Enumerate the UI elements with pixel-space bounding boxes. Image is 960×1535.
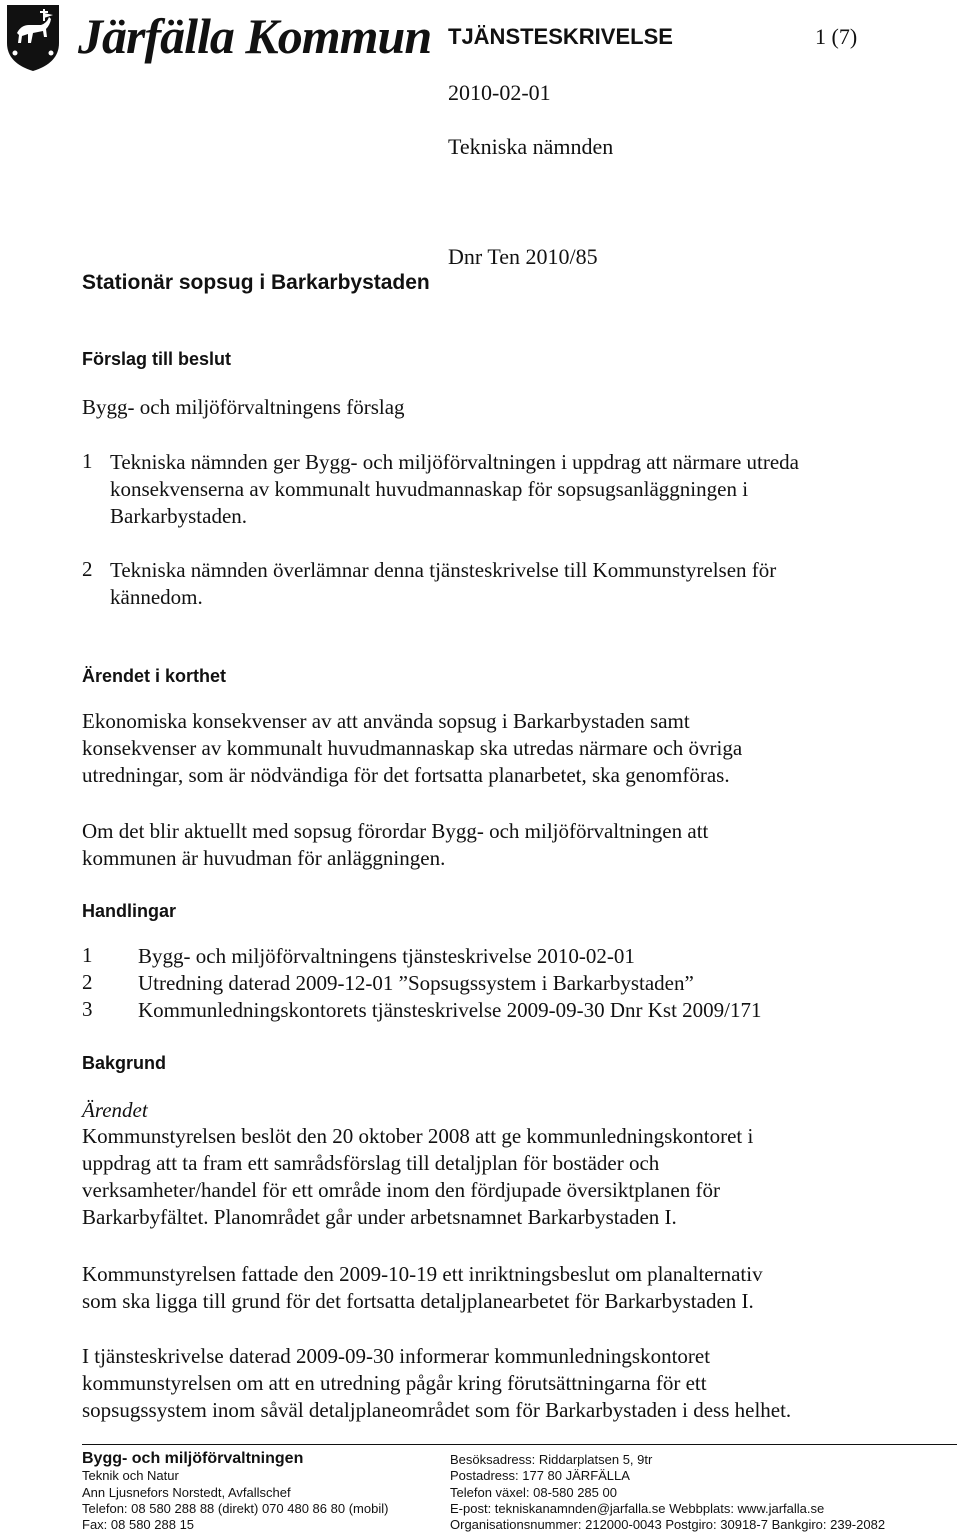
footer-email-web: E-post: tekniskanamnden@jarfalla.se Webbplats: www.jarfalla.se: [450, 1501, 825, 1516]
logo-wordmark: Järfälla Kommun: [78, 8, 432, 64]
subheading-arendet: Ärendet: [82, 1098, 148, 1122]
section-heading-korthet: Ärendet i korthet: [82, 666, 227, 686]
list-item-number: 1: [82, 943, 93, 967]
footer-postal-address: Postadress: 177 80 JÄRFÄLLA: [450, 1468, 630, 1483]
footer-unit: Teknik och Natur: [82, 1468, 179, 1483]
section-heading-forslag: Förslag till beslut: [82, 349, 232, 369]
document-type: TJÄNSTESKRIVELSE: [448, 24, 673, 49]
section-heading-bakgrund: Bakgrund: [82, 1053, 167, 1073]
page-number: 1 (7): [815, 24, 858, 49]
footer-divider: [82, 1444, 957, 1445]
footer-contact-person: Ann Ljusnefors Norstedt, Avfallschef: [82, 1485, 291, 1500]
background-paragraph: Kommunstyrelsen beslöt den 20 oktober 2008 att ge kommunledningskontoret i uppdrag att ta fram ett samrådsförslag till detaljplan för bostäder och verksamheter/handel för ett område inom den fördjupade översiktplanen för Barkarbyfältet. Planområdet går under arbetsnamnet Barkarbystaden I.: [82, 1124, 754, 1229]
background-paragraph: I tjänsteskrivelse daterad 2009-09-30 informerar kommunledningskontoret kommunstyrelsen om att en utredning pågår kring förutsättningarna för ett sopsugssystem inom såväl detaljplaneområdet som för Barkarbystaden i dess helhet.: [82, 1344, 792, 1422]
footer-fax: Fax: 08 580 288 15: [82, 1517, 195, 1532]
footer-department: Bygg- och miljöförvaltningen: [82, 1450, 304, 1467]
footer-org-number: Organisationsnummer: 212000-0043 Postgiro: 30918-7 Bankgiro: 239-2082: [450, 1517, 886, 1532]
summary-paragraph: Om det blir aktuellt med sopsug förordar Bygg- och miljöförvaltningen att kommunen är huvudman för anläggningen.: [82, 819, 709, 870]
proposal-intro: Bygg- och miljöförvaltningens förslag: [82, 395, 405, 419]
municipal-coat-of-arms-icon: [3, 3, 63, 73]
proposal-item: Tekniska nämnden överlämnar denna tjänsteskrivelse till Kommunstyrelsen för kännedom.: [110, 558, 777, 609]
document-list-item: Utredning daterad 2009-12-01 ”Sopsugssystem i Barkarbystaden”: [138, 971, 694, 995]
diary-number: Dnr Ten 2010/85: [448, 244, 598, 269]
summary-paragraph: Ekonomiska konsekvenser av att använda sopsug i Barkarbystaden samt konsekvenser av kommunalt huvudmannaskap ska utredas närmare och övriga utredningar, som är nödvändiga för det fortsatta planarbetet, ska genomföras.: [82, 709, 743, 787]
background-paragraph: Kommunstyrelsen fattade den 2009-10-19 ett inriktningsbeslut om planalternativ som ska ligga till grund för det fortsatta detaljplanearbetet för Barkarbystaden I.: [82, 1262, 763, 1313]
footer-switchboard: Telefon växel: 08-580 285 00: [450, 1485, 617, 1500]
footer-phone: Telefon: 08 580 288 88 (direkt) 070 480 86 80 (mobil): [82, 1501, 389, 1516]
document-list-item: Bygg- och miljöförvaltningens tjänsteskrivelse 2010-02-01: [138, 944, 635, 968]
proposal-item: Tekniska nämnden ger Bygg- och miljöförvaltningen i uppdrag att närmare utreda konsekvenserna av kommunalt huvudmannaskap för sopsugsanläggningen i Barkarbystaden.: [110, 450, 799, 528]
page-title: Stationär sopsug i Barkarbystaden: [82, 271, 430, 294]
list-item-number: 2: [82, 557, 93, 581]
document-date: 2010-02-01: [448, 80, 551, 105]
recipient: Tekniska nämnden: [448, 134, 614, 159]
document-list-item: Kommunledningskontorets tjänsteskrivelse 2009-09-30 Dnr Kst 2009/171: [138, 998, 762, 1022]
list-item-number: 2: [82, 970, 93, 994]
footer-visit-address: Besöksadress: Riddarplatsen 5, 9tr: [450, 1452, 653, 1467]
list-item-number: 1: [82, 449, 93, 473]
section-heading-handlingar: Handlingar: [82, 901, 177, 921]
list-item-number: 3: [82, 997, 93, 1021]
